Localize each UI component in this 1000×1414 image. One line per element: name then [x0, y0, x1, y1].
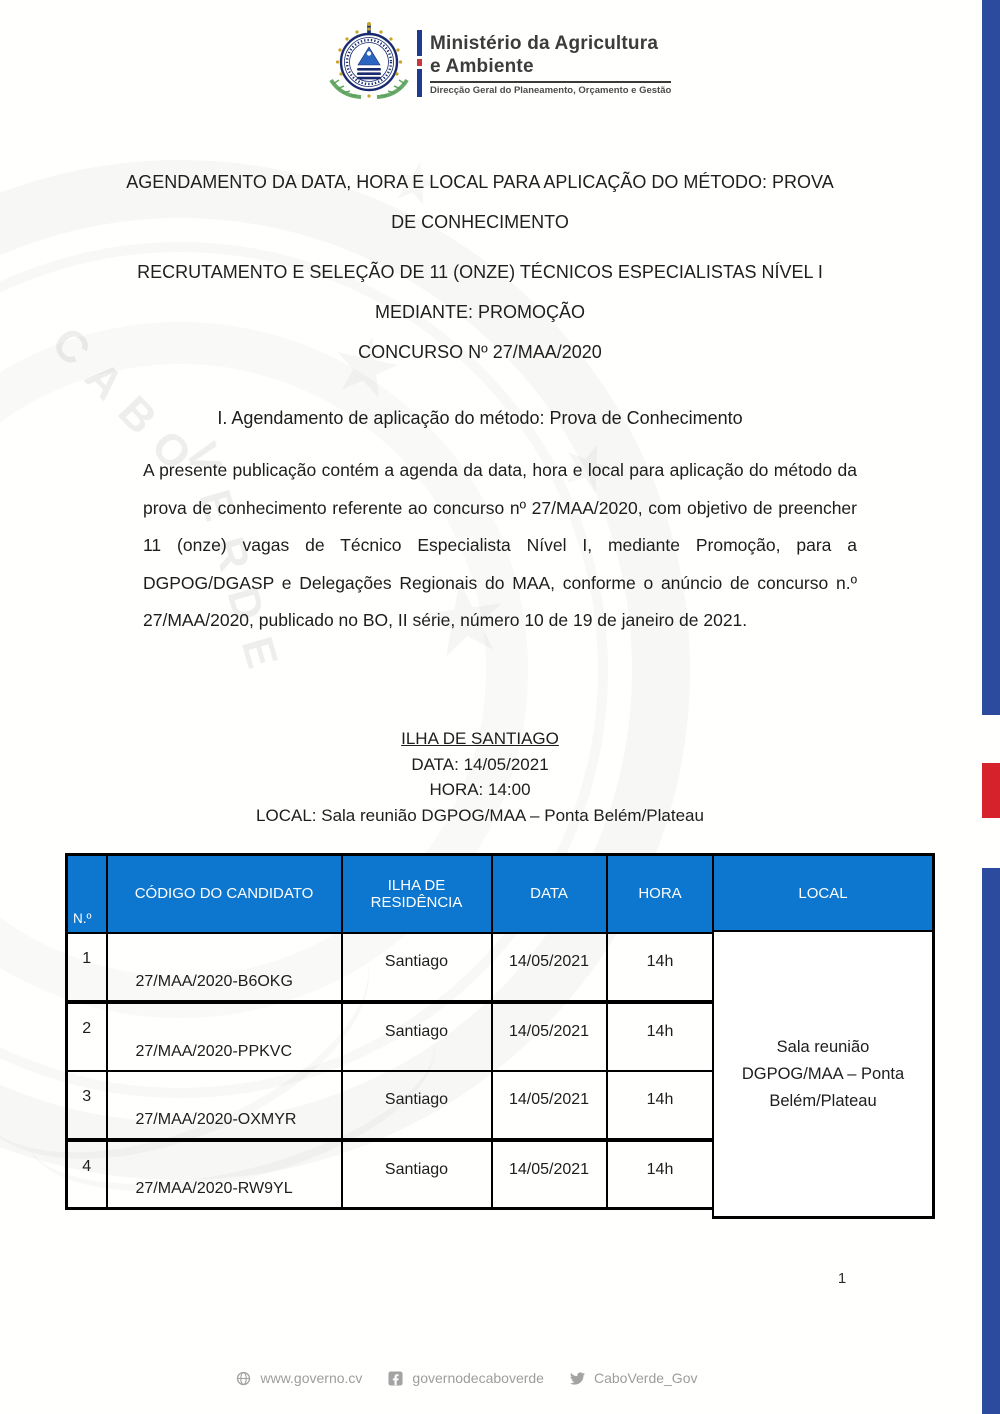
ministry-name-line2: e Ambiente — [430, 56, 534, 77]
letterhead — [323, 20, 671, 104]
session-island: ILHA DE SANTIAGO — [401, 729, 559, 748]
cell-date: 14/05/2021 — [492, 1140, 607, 1209]
cell-num: 2 — [67, 1002, 107, 1071]
cell-island: Santiago — [342, 1140, 492, 1209]
side-bar-blue-segment — [982, 868, 1000, 1414]
cell-num: 1 — [67, 933, 107, 1002]
department-name: Direcção Geral do Planeamento, Orçamento e Gestão — [430, 81, 671, 96]
candidates-table — [65, 853, 935, 1219]
cell-code: 27/MAA/2020-PPKVC — [107, 1002, 342, 1071]
watermark-star: ★ — [321, 315, 411, 418]
facebook-icon — [388, 1371, 403, 1386]
cell-code: 27/MAA/2020-B6OKG — [107, 933, 342, 1002]
cell-date: 14/05/2021 — [492, 1071, 607, 1140]
title-line: MEDIANTE: PROMOÇÃO — [374, 302, 585, 322]
watermark-star: ★ — [412, 557, 518, 681]
cell-island: Santiago — [342, 1071, 492, 1140]
session-venue: LOCAL: Sala reunião DGPOG/MAA – Ponta Belém/Plateau — [256, 805, 704, 825]
title-line: RECRUTAMENTO E SELEÇÃO DE 11 (ONZE) TÉCNICOS ESPECIALISTAS NÍVEL I — [137, 262, 823, 282]
watermark-star: ★ — [549, 423, 629, 511]
cell-time: 14h — [607, 1071, 714, 1140]
cell-time: 14h — [607, 1140, 714, 1209]
table-row — [67, 933, 714, 1002]
footer-twitter: CaboVerde_Gov — [593, 1370, 698, 1386]
title-line: DE CONHECIMENTO — [391, 212, 569, 232]
document-title — [0, 162, 960, 372]
cell-time: 14h — [607, 933, 714, 1002]
session-time: HORA: 14:00 — [429, 780, 531, 799]
cabo-verde-emblem-icon — [323, 20, 415, 104]
cell-code: 27/MAA/2020-RW9YL — [107, 1140, 342, 1209]
table-row — [67, 1071, 714, 1140]
cell-island: Santiago — [342, 1002, 492, 1071]
watermark-star: ★ — [383, 145, 448, 220]
cell-code: 27/MAA/2020-OXMYR — [107, 1071, 342, 1140]
side-bar-red-segment — [982, 763, 1000, 818]
venue-text: Sala reunião DGPOG/MAA – Ponta Belém/Plateau — [741, 1038, 905, 1110]
cell-time: 14h — [607, 1002, 714, 1071]
title-line: AGENDAMENTO DA DATA, HORA E LOCAL PARA APLICAÇÃO DO MÉTODO: PROVA — [126, 172, 834, 192]
session-info — [0, 726, 960, 828]
table-header-row — [67, 855, 714, 933]
table-row — [67, 1140, 714, 1209]
title-line: CONCURSO Nº 27/MAA/2020 — [358, 342, 602, 362]
page-number: 1 — [837, 1270, 847, 1287]
watermark-text: CABO — [42, 318, 212, 492]
side-bar-blue-segment — [982, 0, 1000, 715]
cell-island: Santiago — [342, 933, 492, 1002]
col-header-venue: LOCAL — [714, 856, 932, 932]
col-header-num: N.º — [67, 855, 107, 933]
col-header-island: ILHA DE RESIDÊNCIA — [342, 855, 492, 933]
footer-website: www.governo.cv — [260, 1370, 363, 1386]
letterhead-divider — [417, 30, 422, 97]
page-footer — [0, 1370, 1000, 1386]
globe-icon — [236, 1371, 251, 1386]
cell-num: 4 — [67, 1140, 107, 1209]
table-local-column — [712, 853, 935, 1219]
ministry-name-line1: Ministério da Agricultura — [430, 33, 659, 54]
session-date: DATA: 14/05/2021 — [411, 754, 549, 774]
footer-facebook: governodecaboverde — [412, 1370, 544, 1386]
cell-date: 14/05/2021 — [492, 933, 607, 1002]
col-header-time: HORA — [607, 855, 714, 933]
twitter-icon — [570, 1371, 585, 1386]
body-paragraph: A presente publicação contém a agenda da data, hora e local para aplicação do método da prova de conhecimento referente ao concurso nº 27/MAA/2020, com objetivo de preencher 11 (onze) vagas de Técnico Especialista Nível I, mediante Promoção, para a DGPOG/DGASP e Delegações Regionais do MAA, conforme o anúncio de concurso n.º 27/MAA/2020, publicado no BO, II série, número 10 de 19 de janeiro de 2021. — [143, 460, 857, 631]
cell-venue-merged — [714, 932, 932, 1217]
cell-date: 14/05/2021 — [492, 1002, 607, 1071]
watermark-text: VERDE — [176, 437, 293, 693]
section-heading: I. Agendamento de aplicação do método: Prova de Conhecimento — [217, 408, 743, 428]
letterhead-text — [430, 20, 671, 96]
col-header-date: DATA — [492, 855, 607, 933]
table-row — [67, 1002, 714, 1071]
col-header-code: CÓDIGO DO CANDIDATO — [107, 855, 342, 933]
cell-num: 3 — [67, 1071, 107, 1140]
